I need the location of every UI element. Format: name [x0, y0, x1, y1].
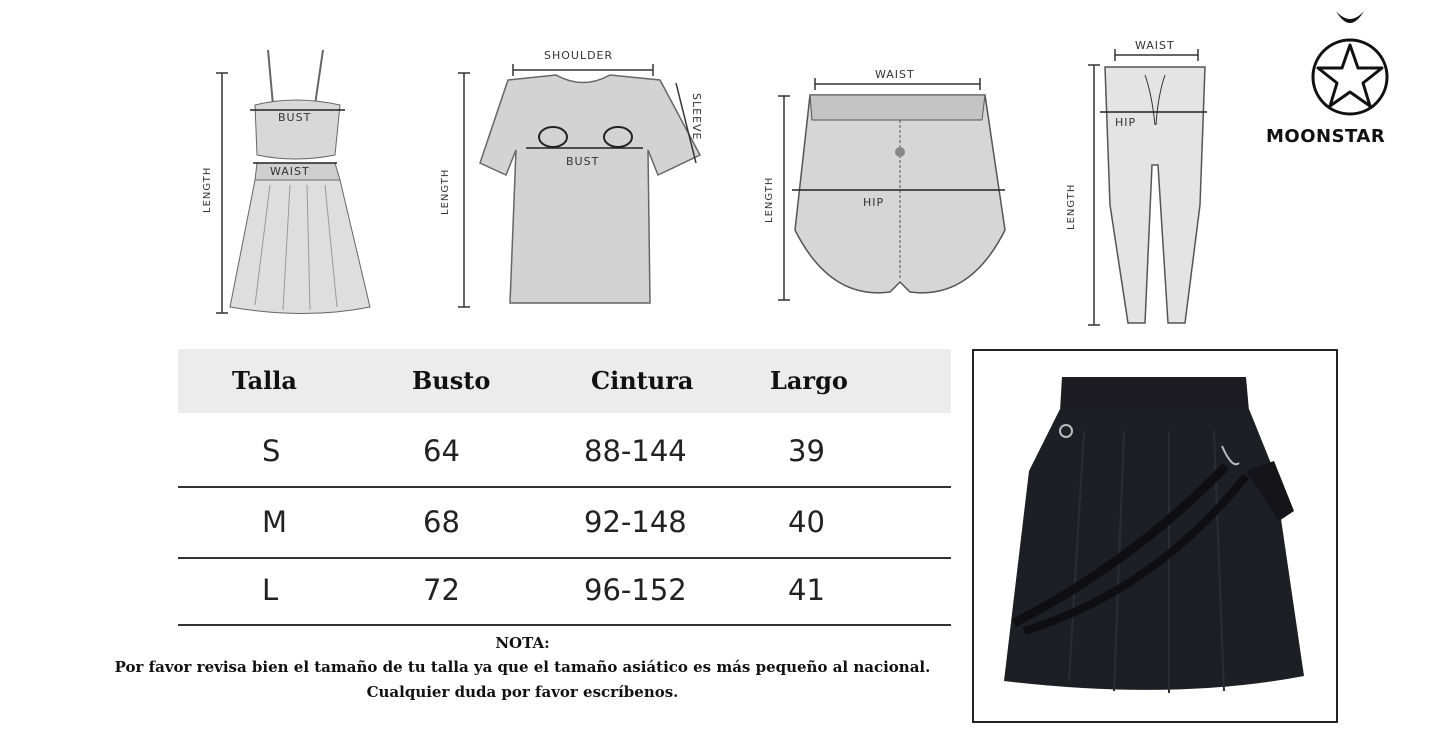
tshirt-shoulder-label: SHOULDER [544, 49, 614, 62]
size-cell: L [262, 573, 279, 607]
tshirt-diagram [438, 45, 718, 315]
tshirt-length-label: LENGTH [440, 168, 451, 215]
length-cell: 41 [788, 573, 825, 607]
size-cell: S [262, 434, 281, 468]
row-divider [178, 557, 951, 559]
dress-diagram [195, 45, 380, 320]
size-cell: M [262, 505, 288, 539]
dress-length-label: LENGTH [202, 166, 213, 213]
shorts-hip-label: HIP [863, 196, 885, 209]
dress-bust-label: BUST [278, 111, 312, 124]
waist-cell: 92-148 [584, 505, 687, 539]
header-busto: Busto [412, 366, 491, 395]
note-line-1: Por favor revisa bien el tamaño de tu talla ya que el tamaño asiático es más pequeño al nacional. [114, 658, 931, 676]
row-divider [178, 486, 951, 488]
row-divider [178, 624, 951, 626]
skirt-image [974, 351, 1336, 721]
header-largo: Largo [770, 366, 848, 395]
brand-logo [1300, 5, 1400, 125]
pants-diagram [1060, 35, 1220, 330]
pants-hip-label: HIP [1115, 116, 1137, 129]
note-title: NOTA: [495, 634, 550, 652]
shorts-diagram [760, 60, 1015, 310]
tshirt-bust-label: BUST [566, 155, 600, 168]
brand-name: MOONSTAR [1266, 126, 1386, 147]
bust-cell: 68 [423, 505, 460, 539]
shorts-sketch [760, 60, 1015, 310]
pants-waist-label: WAIST [1135, 39, 1175, 52]
length-cell: 39 [788, 434, 825, 468]
pants-length-label: LENGTH [1066, 183, 1077, 230]
pants-sketch [1060, 35, 1220, 330]
bust-cell: 64 [423, 434, 460, 468]
waist-cell: 88-144 [584, 434, 687, 468]
waist-cell: 96-152 [584, 573, 687, 607]
bust-cell: 72 [423, 573, 460, 607]
dress-waist-label: WAIST [270, 165, 310, 178]
shorts-length-label: LENGTH [764, 176, 775, 223]
header-talla: Talla [232, 366, 297, 395]
moon-star-icon [1300, 5, 1400, 125]
product-photo [972, 349, 1338, 723]
header-cintura: Cintura [591, 366, 694, 395]
shorts-waist-label: WAIST [875, 68, 915, 81]
dress-sketch [195, 45, 380, 320]
tshirt-sketch [438, 45, 718, 315]
note-line-2: Cualquier duda por favor escríbenos. [366, 683, 679, 701]
length-cell: 40 [788, 505, 825, 539]
tshirt-sleeve-label: SLEEVE [690, 93, 703, 141]
